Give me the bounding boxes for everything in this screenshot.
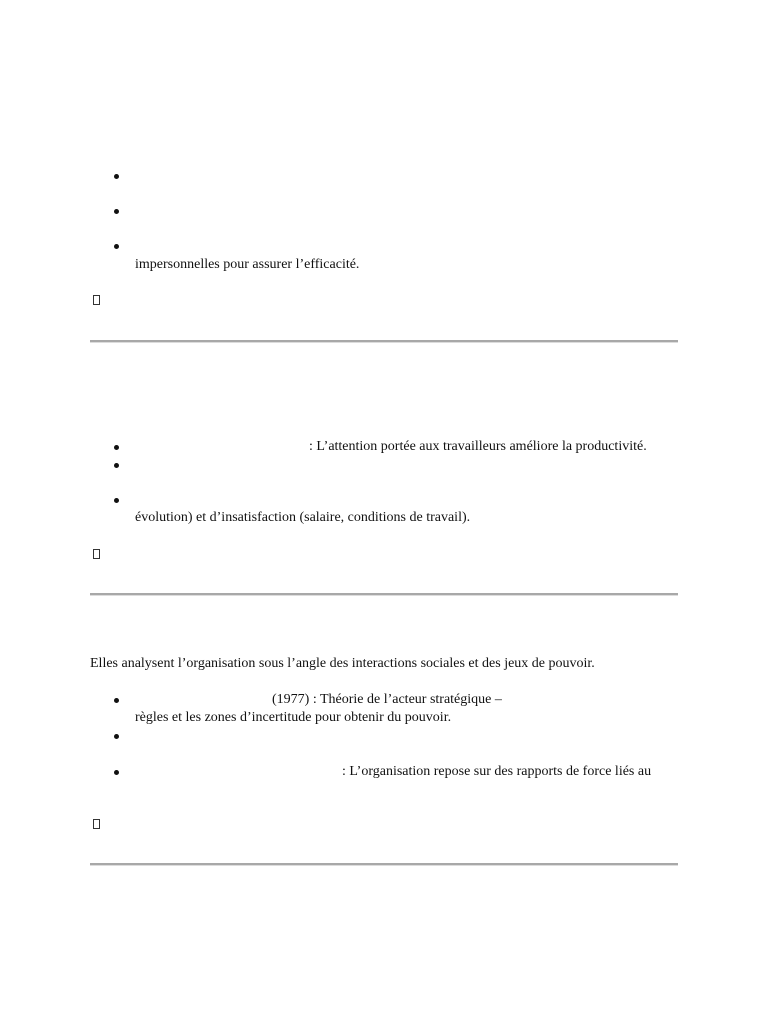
missing-glyph-icon	[93, 819, 100, 829]
list-item-continuation: impersonnelles pour assurer l’efficacité.	[135, 257, 360, 272]
list-bullet	[114, 498, 119, 503]
list-item-continuation: évolution) et d’insatisfaction (salaire, conditions de travail).	[135, 510, 471, 525]
horizontal-rule	[90, 593, 678, 596]
list-bullet	[114, 463, 119, 468]
section-intro-paragraph: Elles analysent l’organisation sous l’angle des interactions sociales et des jeux de pouvoir.	[90, 656, 595, 671]
list-bullet	[114, 698, 119, 703]
list-bullet	[114, 734, 119, 739]
list-bullet	[114, 209, 119, 214]
list-item-text: (1977) : Théorie de l’acteur stratégique –	[272, 692, 502, 707]
list-bullet	[114, 770, 119, 775]
horizontal-rule	[90, 863, 678, 866]
list-bullet	[114, 244, 119, 249]
horizontal-rule	[90, 340, 678, 343]
missing-glyph-icon	[93, 549, 100, 559]
list-item-continuation: règles et les zones d’incertitude pour obtenir du pouvoir.	[135, 710, 452, 725]
list-item-text: : L’organisation repose sur des rapports de force liés au	[342, 764, 652, 779]
list-bullet	[114, 174, 119, 179]
list-item-text: : L’attention portée aux travailleurs améliore la productivité.	[309, 439, 647, 454]
list-bullet	[114, 445, 119, 450]
missing-glyph-icon	[93, 295, 100, 305]
